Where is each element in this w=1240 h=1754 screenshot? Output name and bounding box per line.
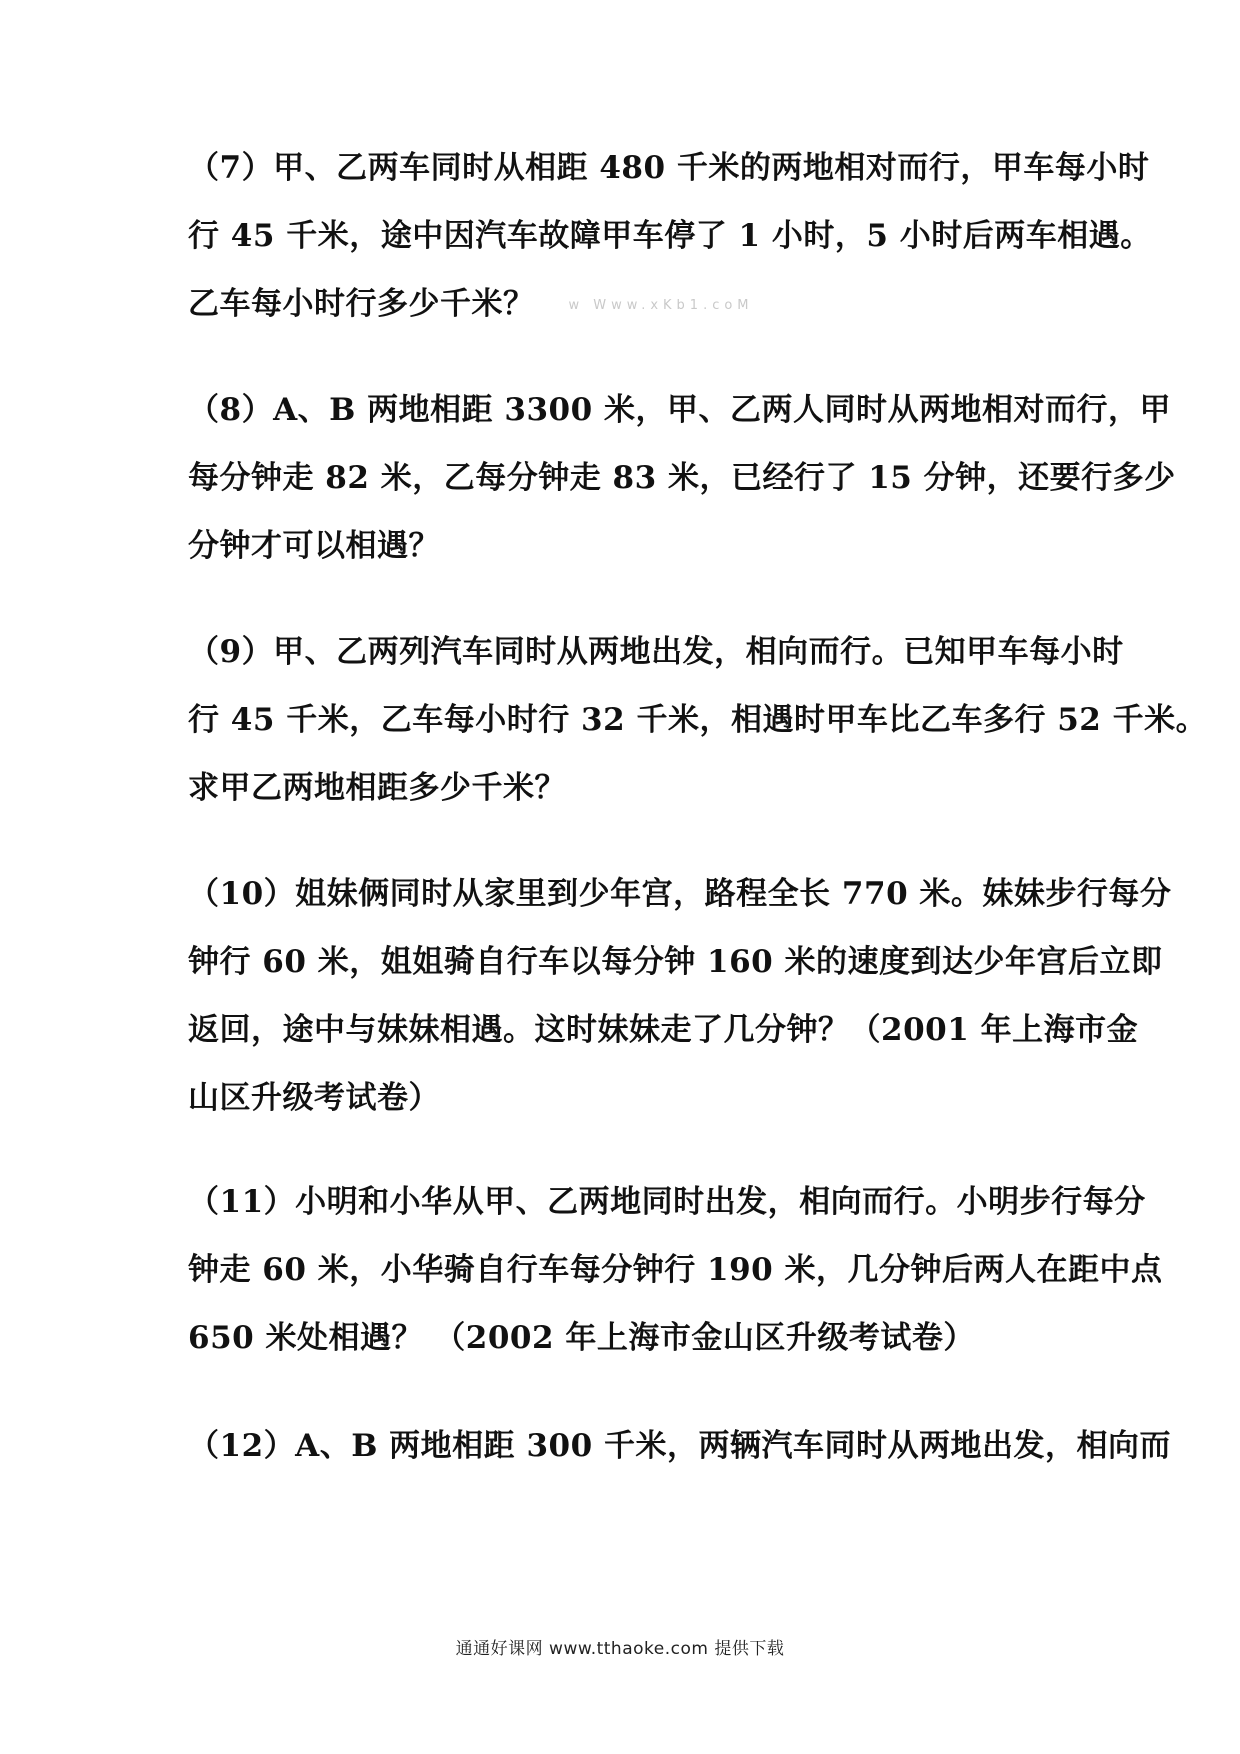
problem-line: 每分钟走 82 米，乙每分钟走 83 米，已经行了 15 分钟，还要行多少: [188, 460, 1176, 496]
problem-line-text: 乙车每小时行多少千米？: [188, 286, 535, 322]
problem-line: 求甲乙两地相距多少千米？: [188, 770, 566, 806]
problem-line: [188, 270, 1060, 338]
problem-line: 行 45 千米，途中因汽车故障甲车停了 1 小时，5 小时后两车相遇。: [188, 218, 1152, 254]
problem-line: （8）A、B 两地相距 3300 米，甲、乙两人同时从两地相对而行，甲: [188, 392, 1171, 428]
problem-line: 行 45 千米，乙车每小时行 32 千米，相遇时甲车比乙车多行 52 千米。: [188, 702, 1208, 738]
problem-12: [188, 1412, 1171, 1480]
watermark-text: w Www.xKb1.coM: [568, 297, 754, 313]
page-footer: 通通好课网 www.tthaoke.com 提供下载: [455, 1639, 785, 1659]
problem-line: （7）甲、乙两车同时从相距 480 千米的两地相对而行，甲车每小时: [188, 150, 1150, 186]
problem-line: 650 米处相遇？ （2002 年上海市金山区升级考试卷）: [188, 1320, 975, 1356]
problem-line: 钟行 60 米，姐姐骑自行车以每分钟 160 米的速度到达少年宫后立即: [188, 944, 1163, 980]
problem-9: [188, 618, 1208, 822]
problem-8: [188, 376, 1176, 580]
problem-line: 山区升级考试卷）: [188, 1080, 440, 1116]
problem-line: （12）A、B 两地相距 300 千米，两辆汽车同时从两地出发，相向而: [188, 1428, 1171, 1464]
problem-line: （10）姐妹俩同时从家里到少年宫，路程全长 770 米。妹妹步行每分: [188, 876, 1172, 912]
problem-line: （11）小明和小华从甲、乙两地同时出发，相向而行。小明步行每分: [188, 1184, 1146, 1220]
problem-7: [188, 134, 1152, 338]
problem-11: [188, 1168, 1163, 1372]
problem-line: 返回，途中与妹妹相遇。这时妹妹走了几分钟？（2001 年上海市金: [188, 1012, 1139, 1048]
problem-line: 钟走 60 米，小华骑自行车每分钟行 190 米，几分钟后两人在距中点: [188, 1252, 1163, 1288]
problem-line: （9）甲、乙两列汽车同时从两地出发，相向而行。已知甲车每小时: [188, 634, 1124, 670]
problem-10: [188, 860, 1172, 1132]
problem-line: 分钟才可以相遇？: [188, 528, 440, 564]
